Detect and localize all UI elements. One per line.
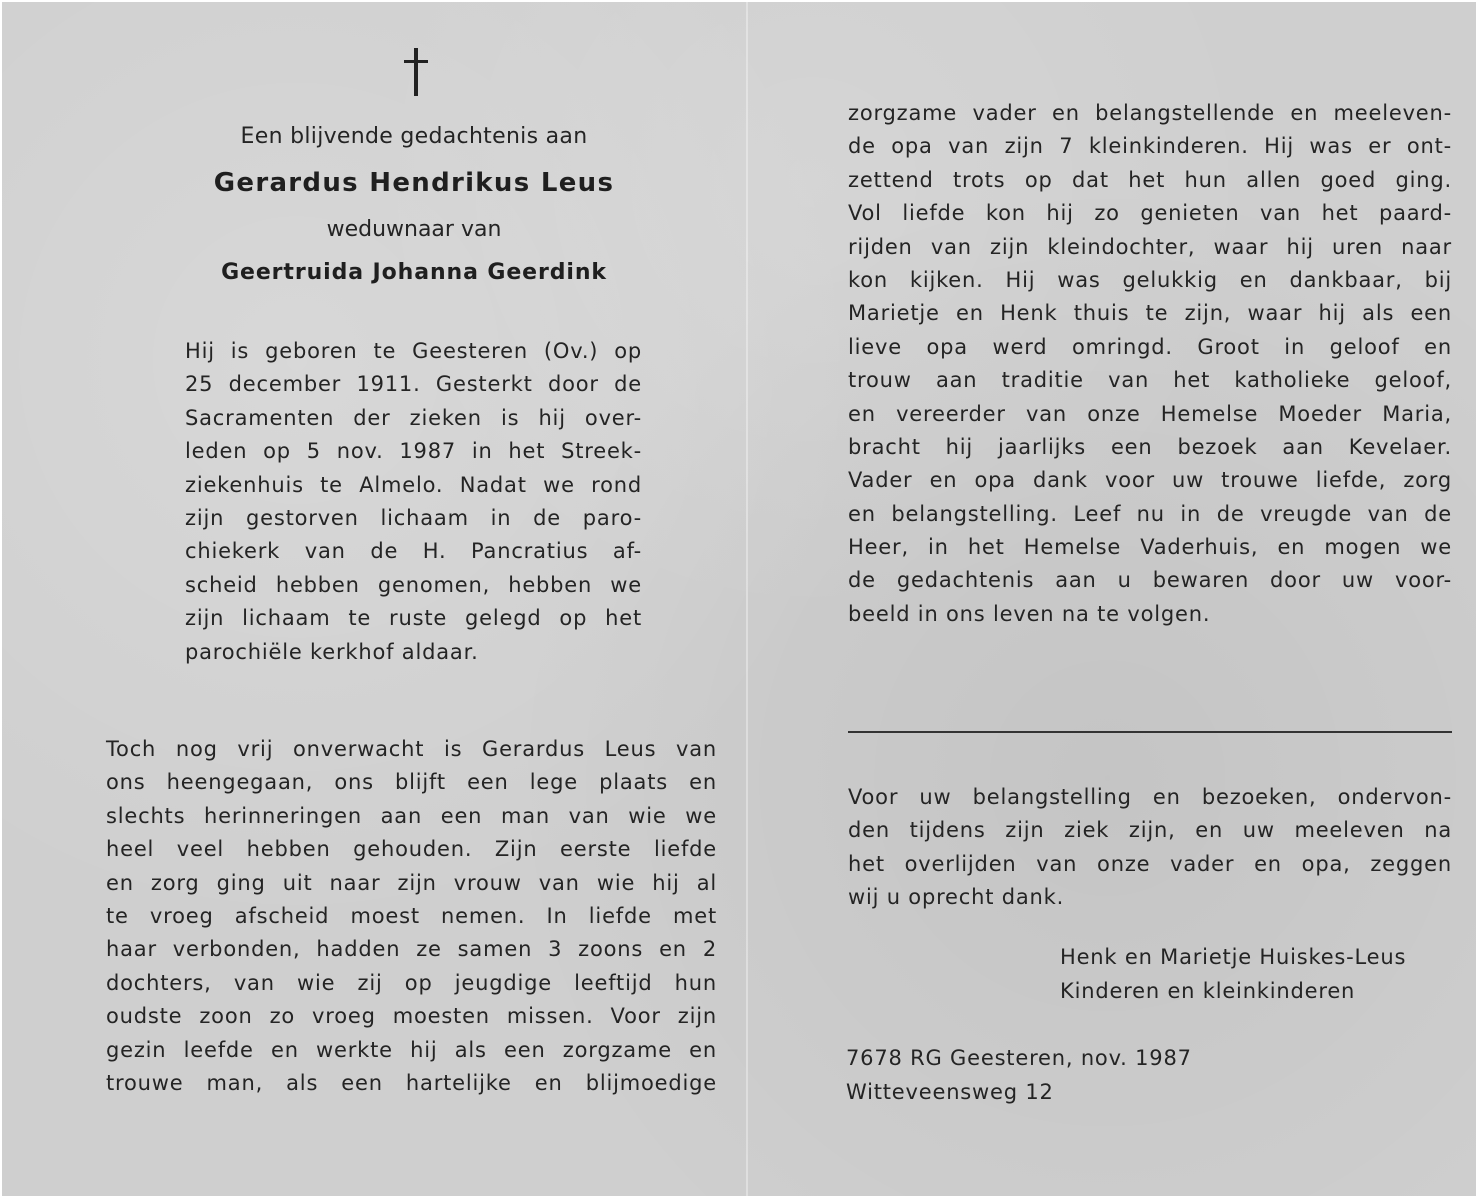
biography-line: zijn gestorven lichaam in de paro- (185, 505, 642, 530)
biography-line: zijn lichaam te ruste gelegd op het (185, 606, 642, 631)
biography-line: Hij is geboren te Geesteren (Ov.) op (185, 339, 642, 363)
widower-of-text: weduwnaar van (326, 217, 502, 242)
tribute-continued-line: de gedachtenis aan u bewaren door uw voor- (848, 568, 1452, 593)
tribute-continued-line: kon kijken. Hij was gelukkig en dankbaar, bij (848, 267, 1452, 292)
tribute-continued-line: de opa van zijn 7 kleinkinderen. Hij was er ont- (848, 134, 1452, 159)
thanks-line: het overlijden van onze vader en opa, zeggen (848, 851, 1452, 876)
tribute-line: haar verbonden, hadden ze samen 3 zoons en 2 (106, 937, 717, 962)
divider-line (848, 731, 1452, 733)
tribute-continued-paragraph (848, 97, 1452, 631)
tribute-continued-line: beeld in ons leven na te volgen. (848, 601, 1211, 626)
tribute-continued-line: Heer, in het Hemelse Vaderhuis, en mogen we (848, 535, 1452, 560)
thanks-line: Voor uw belangstelling en bezoeken, ondervon- (848, 785, 1452, 809)
thanks-line: wij u oprecht dank. (848, 885, 1065, 910)
thanks-paragraph (848, 781, 1452, 915)
tribute-continued-line: zorgzame vader en belangstellende en meeleven- (848, 101, 1452, 125)
tribute-continued-line: zettend trots op dat het hun allen goed ging. (848, 167, 1452, 192)
tribute-line: trouwe man, als een hartelijke en blijmoedige (106, 1070, 717, 1095)
biography-line: Sacramenten der zieken is hij over- (185, 405, 642, 430)
tribute-continued-line: Vader en opa dank voor uw trouwe liefde, zorg (848, 468, 1452, 493)
tribute-line: dochters, van wie zij op jeugdige leeftijd hun (106, 970, 717, 995)
memorial-card (2, 2, 1476, 1196)
tribute-continued-line: en vereerder van onze Hemelse Moeder Maria, (848, 401, 1452, 426)
tribute-line: te vroeg afscheid moest nemen. In liefde met (106, 903, 717, 928)
intro-text: Een blijvende gedachtenis aan (240, 124, 588, 149)
tribute-continued-line: trouw aan traditie van het katholieke geloof, (848, 368, 1452, 393)
relatives-signature: Kinderen en kleinkinderen (1060, 979, 1356, 1003)
tribute-continued-line: lieve opa werd omringd. Groot in geloof en (848, 334, 1452, 359)
tribute-line: en zorg ging uit naar zijn vrouw van wie hij al (106, 870, 717, 895)
biography-line: ziekenhuis te Almelo. Nadat we rond (185, 472, 642, 497)
tribute-line: heel veel hebben gehouden. Zijn eerste liefde (106, 837, 717, 862)
biography-line: parochiële kerkhof aldaar. (185, 639, 479, 664)
tribute-continued-line: Vol liefde kon hij zo genieten van het paard- (848, 201, 1452, 226)
family-signature: Henk en Marietje Huiskes-Leus (1060, 945, 1407, 969)
right-page (2, 2, 1476, 1196)
spouse-name: Geertruida Johanna Geerdink (221, 260, 607, 285)
signature-block (1060, 940, 1406, 1008)
deceased-name: Gerardus Hendrikus Leus (213, 168, 615, 198)
tribute-continued-line: Marietje en Henk thuis te zijn, waar hij als een (848, 301, 1452, 326)
tribute-continued-line: bracht hij jaarlijks een bezoek aan Kevelaer. (848, 434, 1452, 459)
tribute-line: Toch nog vrij onverwacht is Gerardus Leus van (106, 737, 717, 761)
tribute-line: oudste zoon zo vroeg moesten missen. Voor zijn (106, 1004, 717, 1029)
thanks-line: den tijdens zijn ziek zijn, en uw meeleven na (848, 818, 1452, 843)
city-date: 7678 RG Geesteren, nov. 1987 (846, 1046, 1192, 1070)
biography-line: leden op 5 nov. 1987 in het Streek- (185, 439, 642, 464)
tribute-line: ons heengegaan, ons blijft een lege plaats en (106, 770, 717, 795)
biography-line: 25 december 1911. Gesterkt door de (185, 372, 642, 397)
tribute-line: gezin leefde en werkte hij als een zorgzame en (106, 1037, 717, 1062)
tribute-continued-line: en belangstelling. Leef nu in de vreugde van de (848, 501, 1452, 526)
biography-line: chiekerk van de H. Pancratius af- (185, 539, 642, 564)
biography-line: scheid hebben genomen, hebben we (185, 572, 642, 597)
tribute-continued-line: rijden van zijn kleindochter, waar hij uren naar (848, 234, 1452, 259)
tribute-line: slechts herinneringen aan een man van wie we (106, 803, 717, 828)
street-address: Witteveensweg 12 (846, 1080, 1054, 1104)
address-block (846, 1041, 1192, 1109)
